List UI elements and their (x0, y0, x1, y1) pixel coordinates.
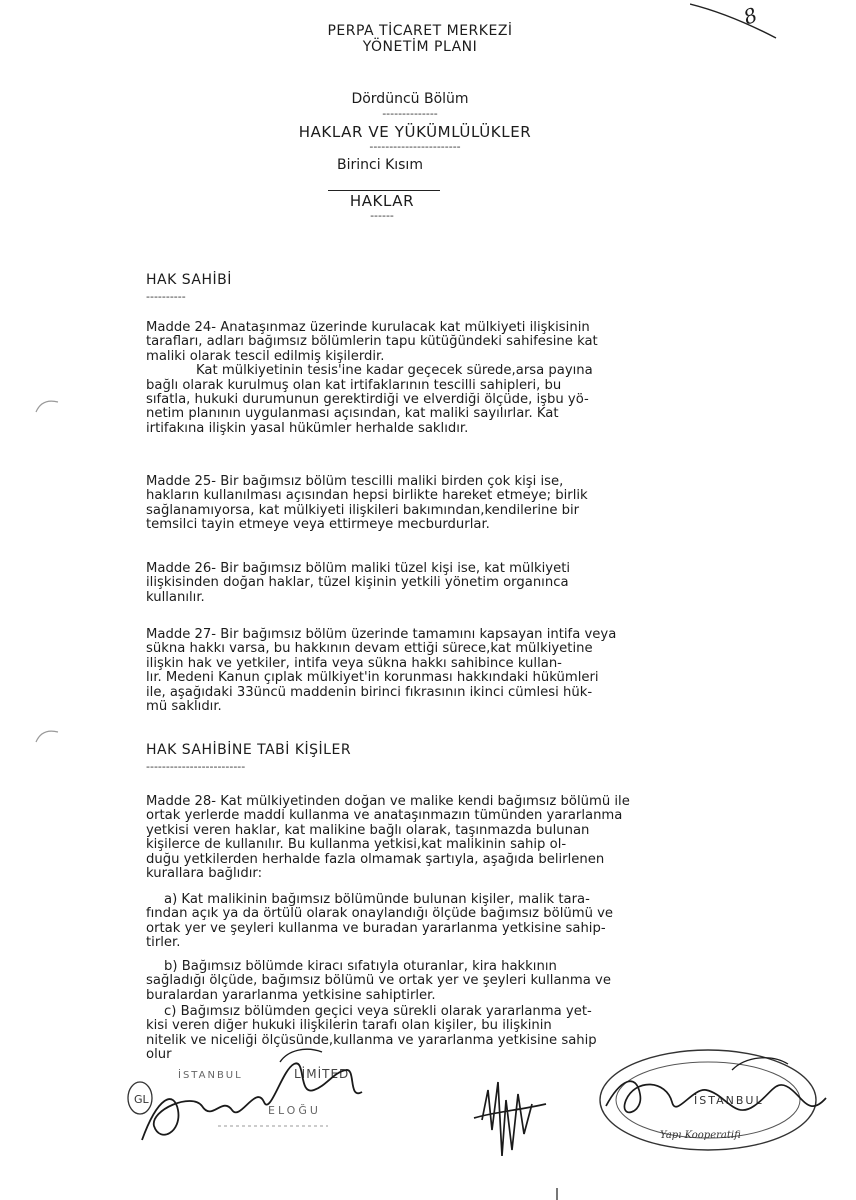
text-line: nitelik ve niceliği ölçüsünde,kullanma ve yararlanma yetkisine sahip (146, 1032, 597, 1048)
text-line: sükna hakkı varsa, bu hakkının devam ettiği sürece,kat mülkiyetine (146, 641, 593, 657)
part-title-separator: ----------------------- (369, 140, 461, 153)
heading-hak-sahibine-tabi-separator: ------------------------- (146, 760, 246, 773)
text-line: maliki olarak tescil edilmiş kişilerdir. (146, 348, 385, 364)
text-line: Madde 28- Kat mülkiyetinden doğan ve malike kendi bağımsız bölümü ile (146, 794, 630, 809)
article-28 (146, 795, 718, 881)
text-line: sağlanamıyorsa, kat mülkiyeti ilişkileri bakımından,kendilerine bir (146, 502, 580, 518)
svg-text:LİMİTED: LİMİTED (294, 1067, 350, 1081)
handwritten-signature-1 (130, 1040, 370, 1150)
text-line: tarafları, adları bağımsız bölümlerin tapu kütüğündeki sahifesine kat (146, 334, 598, 350)
text-line: hakların kullanılması açısından hepsi birlikte hareket etmeye; birlik (146, 488, 588, 504)
text-line: olur (146, 1047, 172, 1063)
article-24 (146, 321, 718, 436)
heading-hak-sahibi-separator: ---------- (146, 290, 186, 303)
text-line: Kat mülkiyetinin tesis'ine kadar geçecek sürede,arsa payına (196, 363, 593, 379)
text-line: Madde 27- Bir bağımsız bölüm üzerinde tamamını kapsayan intifa veya (146, 627, 617, 642)
text-line: Madde 25- Bir bağımsız bölüm tescilli maliki birden çok kişi ise, (146, 474, 564, 489)
text-line: buralardan yararlanma yetkisine sahiptirler. (146, 987, 436, 1003)
heading-hak-sahibi: HAK SAHİBİ (146, 272, 232, 288)
text-line: sıfatla, hukuki durumunun gerektirdiği ve elverdiği ölçüde, işbu yö- (146, 392, 589, 408)
text-line: ortak yerlerde maddi kullanma ve anataşınmazın tümünden yararlanma (146, 808, 623, 824)
text-line: lır. Medeni Kanun çıplak mülkiyet'in korunması hakkındaki hükümleri (146, 670, 599, 686)
section-title-rule (328, 190, 440, 191)
part-separator: -------------- (382, 107, 438, 120)
text-line: kişilerce de kullanılır. Bu kullanma yetkisi,kat malikinin sahip ol- (146, 837, 567, 853)
part-title: HAKLAR VE YÜKÜMLÜLÜKLER (298, 123, 532, 141)
text-line: bağlı olarak kurulmuş olan kat irtifaklarının tescilli sahipleri, bu (146, 377, 562, 393)
text-line: a) Kat malikinin bağımsız bölümünde bulunan kişiler, malik tara- (164, 892, 590, 907)
handwritten-signature-3 (596, 1050, 836, 1140)
page-edge-mark (556, 1188, 558, 1200)
text-line: Madde 24- Anataşınmaz üzerinde kurulacak kat mülkiyeti ilişkisinin (146, 320, 590, 335)
part-label: Dördüncü Bölüm (351, 91, 469, 107)
article-28-item-b (146, 960, 718, 1003)
section-title: HAKLAR (349, 192, 415, 210)
article-28-item-a (146, 893, 718, 951)
organization-name: PERPA TİCARET MERKEZİ (327, 23, 513, 39)
text-line: tirler. (146, 935, 181, 951)
article-27 (146, 628, 718, 714)
text-line: kullanılır. (146, 589, 205, 605)
text-line: ile, aşağıdaki 33üncü maddenin birinci fıkrasının ikinci cümlesi hük- (146, 684, 593, 700)
text-line: netim planının uygulanması açısından, kat maliki sayılırlar. Kat (146, 406, 559, 422)
text-line: ilişkisinden doğan haklar, tüzel kişinin yetkili yönetim organınca (146, 575, 569, 591)
svg-text:ELOĞU: ELOĞU (268, 1104, 321, 1117)
article-26 (146, 562, 718, 605)
text-line: ilişkin hak ve yetkiler, intifa veya sükna hakkı sahibince kullan- (146, 655, 562, 671)
text-line: irtifakına ilişkin yasal hükümler herhalde saklıdır. (146, 420, 469, 436)
punch-hole-mark (34, 396, 60, 414)
svg-text:Yapı Kooperatifi: Yapı Kooperatifi (660, 1130, 741, 1141)
document-type: YÖNETİM PLANI (362, 39, 478, 55)
text-line: fından açık ya da örtülü olarak onaylandığı ölçüde bağımsız bölümü ve (146, 906, 614, 922)
text-line: Madde 26- Bir bağımsız bölüm maliki tüzel kişi ise, kat mülkiyeti (146, 561, 571, 576)
text-line: c) Bağımsız bölümden geçici veya sürekli olarak yararlanma yet- (164, 1004, 592, 1019)
text-line: kurallara bağlıdır: (146, 866, 263, 882)
text-line: sağladığı ölçüde, bağımsız bölümü ve ortak yer ve şeyleri kullanma ve (146, 973, 611, 989)
svg-text:GL: GL (134, 1093, 149, 1106)
heading-hak-sahibine-tabi-kisiler: HAK SAHİBİNE TABİ KİŞİLER (146, 742, 352, 758)
svg-text:İSTANBUL: İSTANBUL (178, 1070, 243, 1081)
svg-text:İSTANBUL: İSTANBUL (694, 1094, 764, 1107)
text-line: temsilci tayin etmeye veya ettirmeye mecburdurlar. (146, 517, 490, 533)
handwritten-signature-2 (470, 1060, 550, 1170)
article-25 (146, 475, 718, 533)
text-line: duğu yetkilerden herhalde fazla olmamak şartıyla, aşağıda belirlenen (146, 851, 605, 867)
punch-hole-mark (34, 726, 60, 744)
text-line: b) Bağımsız bölümde kiracı sıfatıyla oturanlar, kira hakkının (164, 959, 557, 974)
section-label: Birinci Kısım (337, 157, 423, 173)
text-line: ortak yer ve şeyleri kullanma ve buradan yararlanma yetkisine sahip- (146, 920, 606, 936)
text-line: mü saklıdır. (146, 699, 222, 715)
text-line: kisi veren diğer hukuki ilişkilerin tarafı olan kişiler, bu ilişkinin (146, 1018, 552, 1034)
section-title-separator: ------ (370, 209, 394, 222)
page-number-annotation: 8 (740, 2, 761, 30)
text-line: yetkisi veren haklar, kat malikine bağlı olarak, taşınmazda bulunan (146, 822, 590, 838)
